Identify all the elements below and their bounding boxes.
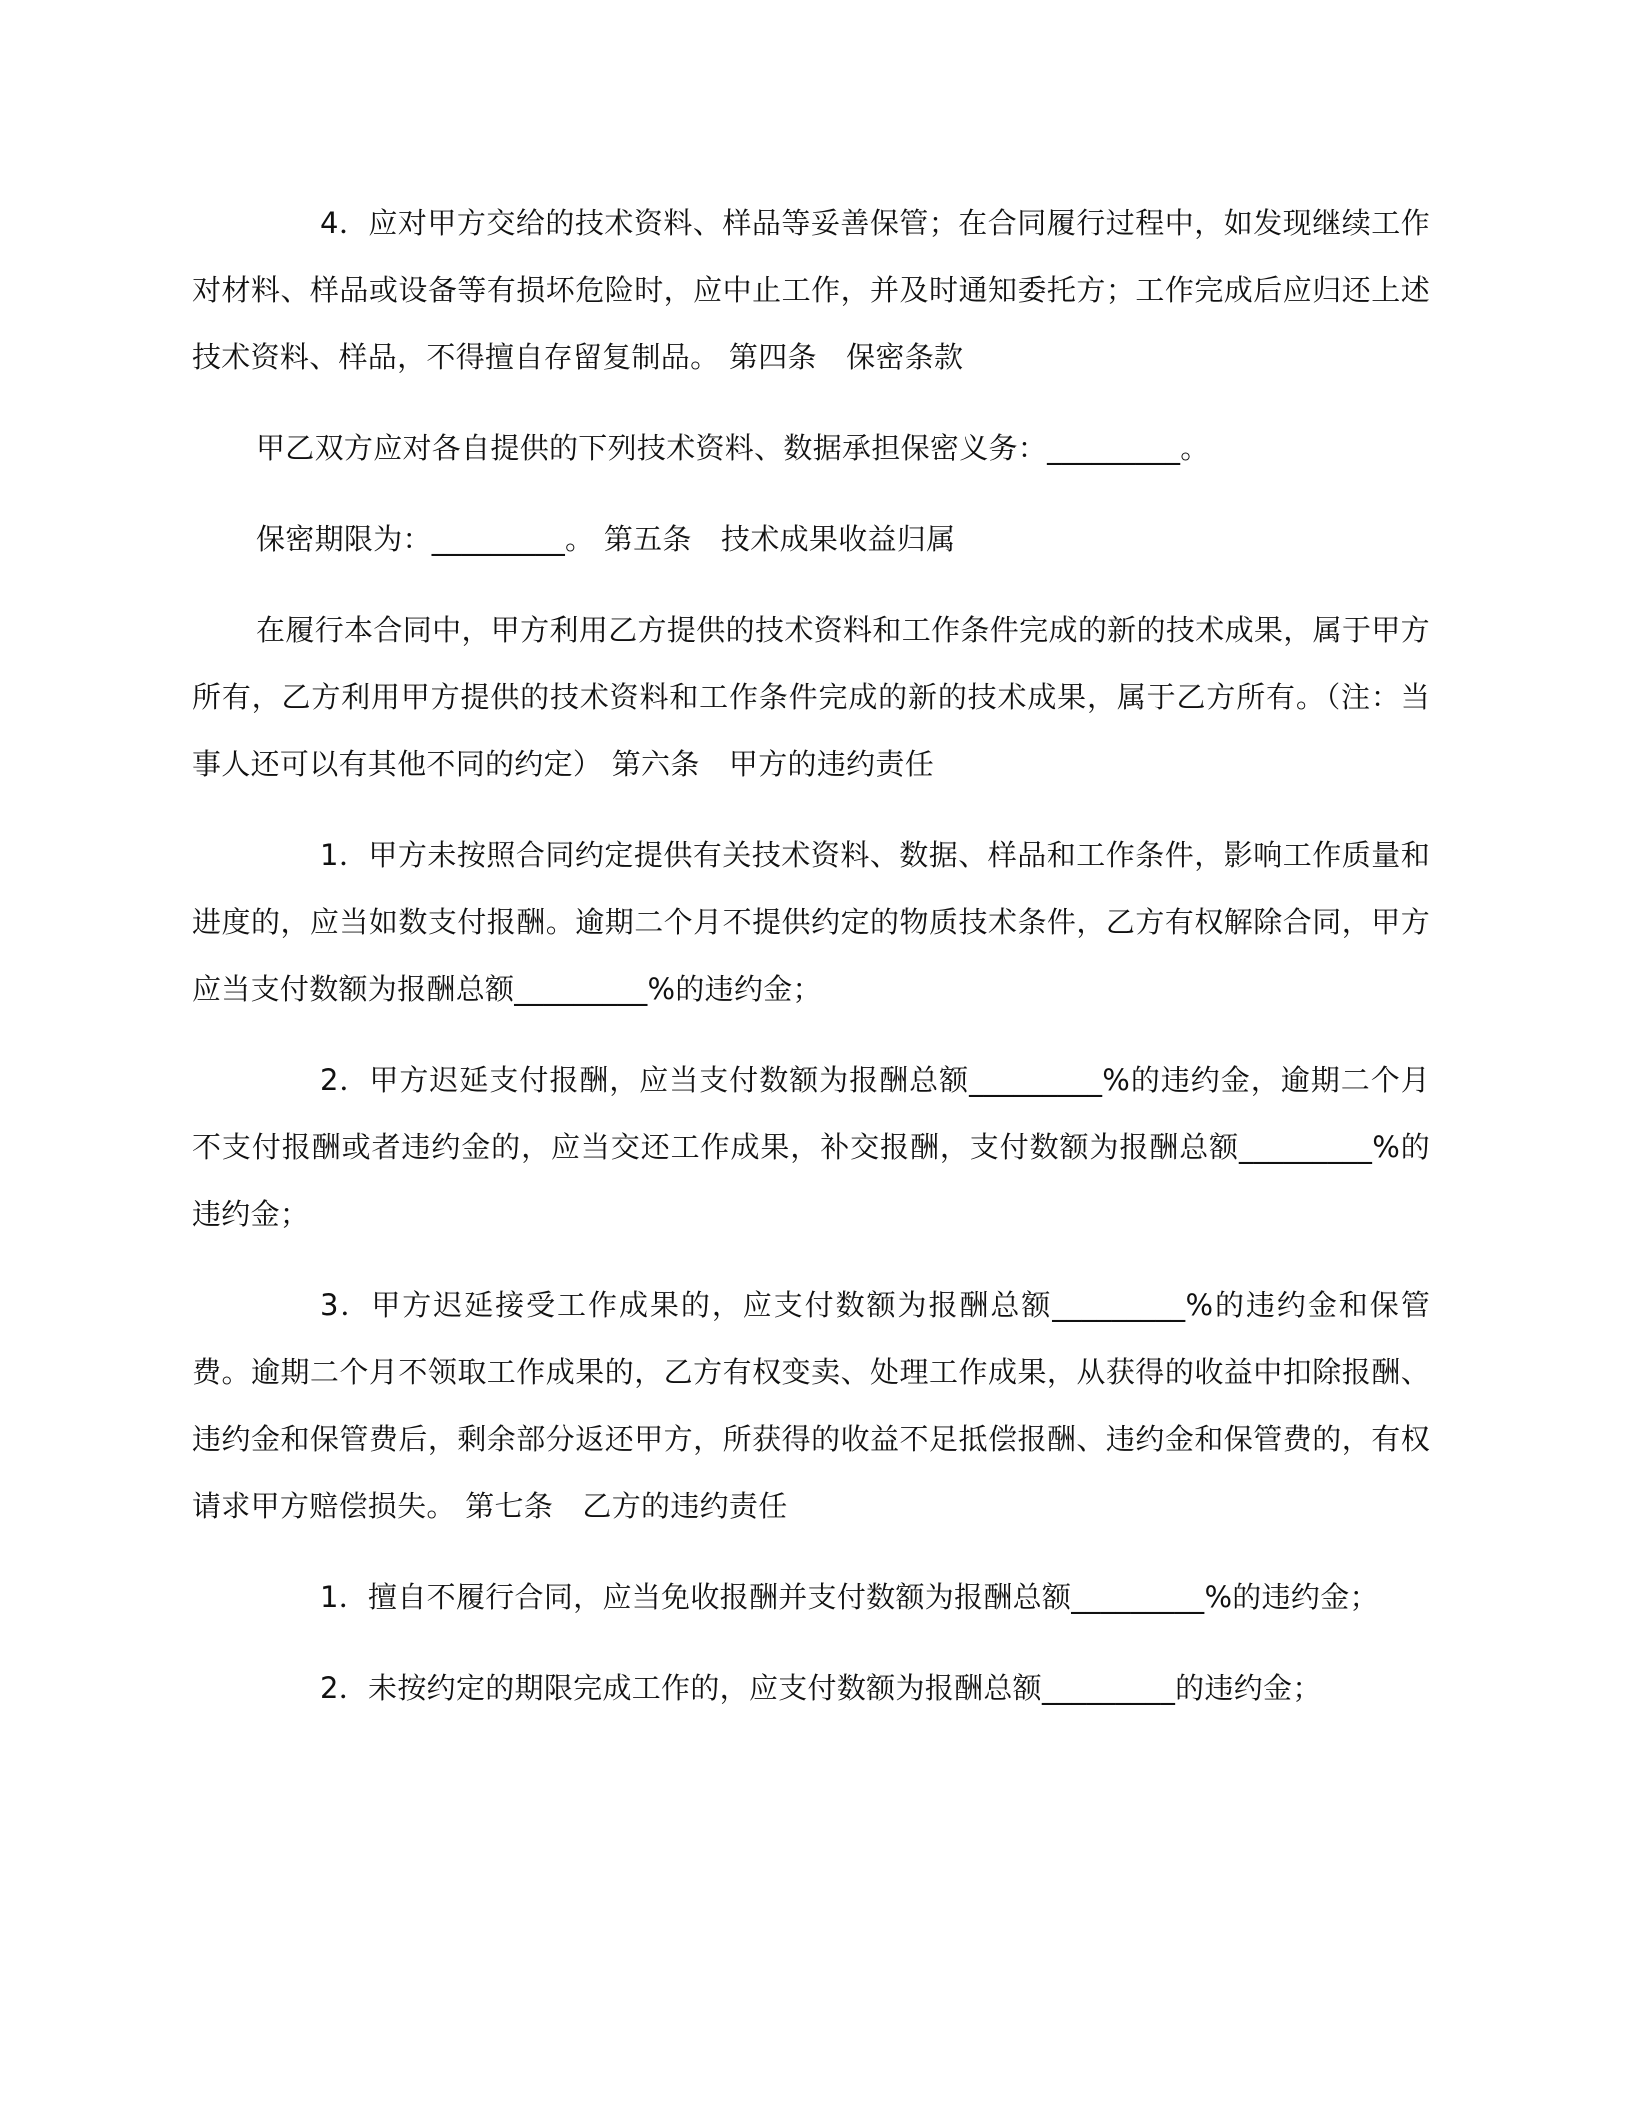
paragraph-confidentiality-period: 保密期限为：_________。 第五条 技术成果收益归属 <box>256 522 956 556</box>
paragraph-confidentiality: 甲乙双方应对各自提供的下列技术资料、数据承担保密义务：_________。 <box>256 431 1210 465</box>
paragraph-gap <box>192 1631 1430 1655</box>
paragraph-gap <box>192 1023 1430 1047</box>
paragraph-party-b-item-2: 2．未按约定的期限完成工作的，应支付数额为报酬总额_________的违约金； <box>320 1671 1322 1705</box>
paragraph-gap <box>192 798 1430 822</box>
paragraph-party-a-item-3: 3．甲方迟延接受工作成果的，应支付数额为报酬总额_________%的违约金和保管费。逾期二个月不领取工作成果的，乙方有权变卖、处理工作成果，从获得的收益中扣除报酬、违约金和保管费后，剩余部分返还甲方，所获得的收益不足抵偿报酬、违约金和保管费的，有权请求甲方赔偿损失。 第七条 乙方的违约责任 <box>192 1288 1430 1523</box>
paragraph-gap <box>192 482 1430 506</box>
paragraph-gap <box>192 1248 1430 1272</box>
paragraph-party-b-item-1: 1．擅自不履行合同，应当免收报酬并支付数额为报酬总额_________%的违约金； <box>320 1580 1379 1614</box>
paragraph-party-a-item-1: 1．甲方未按照合同约定提供有关技术资料、数据、样品和工作条件，影响工作质量和进度的，应当如数支付报酬。逾期二个月不提供约定的物质技术条件，乙方有权解除合同，甲方应当支付数额为报酬总额_________%的违约金； <box>192 838 1430 1006</box>
paragraph-item-4: 4．应对甲方交给的技术资料、样品等妥善保管；在合同履行过程中，如发现继续工作对材料、样品或设备等有损坏危险时，应中止工作，并及时通知委托方；工作完成后应归还上述技术资料、样品，不得擅自存留复制品。 第四条 保密条款 <box>192 206 1430 374</box>
paragraph-ownership: 在履行本合同中，甲方利用乙方提供的技术资料和工作条件完成的新的技术成果，属于甲方所有，乙方利用甲方提供的技术资料和工作条件完成的新的技术成果，属于乙方所有。（注：当事人还可以有其他不同的约定） 第六条 甲方的违约责任 <box>192 613 1430 781</box>
paragraph-gap <box>192 391 1430 415</box>
document-body <box>192 190 1430 1722</box>
paragraph-gap <box>192 573 1430 597</box>
paragraph-gap <box>192 1540 1430 1564</box>
paragraph-party-a-item-2: 2．甲方迟延支付报酬，应当支付数额为报酬总额_________%的违约金，逾期二个月不支付报酬或者违约金的，应当交还工作成果，补交报酬，支付数额为报酬总额_________%的违约金； <box>192 1063 1430 1231</box>
